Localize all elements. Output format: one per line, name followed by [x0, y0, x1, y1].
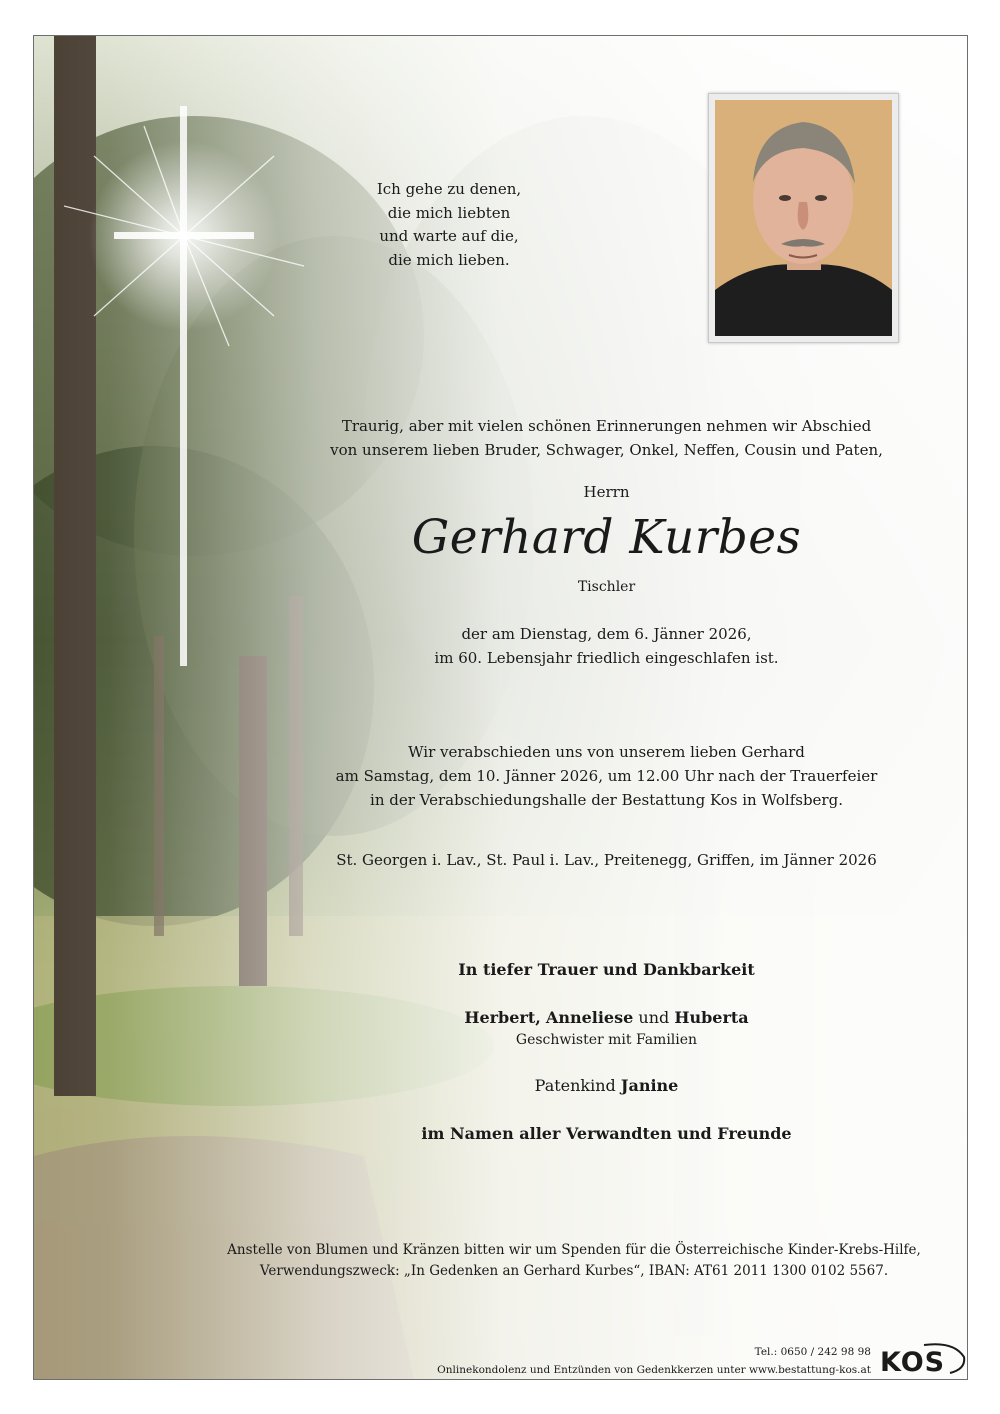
poem-line: die mich lieben. — [388, 250, 510, 269]
farewell-line: am Samstag, dem 10. Jänner 2026, um 12.00 Uhr nach der Trauerfeier — [335, 767, 878, 785]
godchild-name: Janine — [620, 1076, 679, 1095]
salutation: Herrn — [583, 483, 630, 501]
intro-line: Traurig, aber mit vielen schönen Erinnerungen nehmen wir Abschied — [341, 417, 872, 435]
farewell-line: in der Verabschiedungshalle der Bestattung Kos in Wolfsberg. — [370, 791, 843, 809]
siblings-role: Geschwister mit Familien — [515, 1032, 698, 1048]
portrait-photo — [715, 100, 892, 336]
poem-line: und warte auf die, — [379, 227, 519, 245]
death-notice — [274, 622, 939, 670]
donation-line: Verwendungszweck: „In Gedenken an Gerhard Kurbes“, IBAN: AT61 2011 1300 0102 5567. — [259, 1263, 889, 1279]
poem-line: die mich liebten — [387, 203, 511, 222]
sibling-name: Herbert, — [464, 1008, 541, 1027]
intro-text — [274, 414, 939, 462]
funeral-home-phone: Tel.: 0650 / 242 98 98 — [754, 1346, 871, 1358]
siblings-names — [274, 1008, 939, 1027]
all-relatives: im Namen aller Verwandten und Freunde — [421, 1124, 792, 1143]
donation-request — [204, 1240, 944, 1282]
online-condolence-link[interactable]: Onlinekondolenz und Entzünden von Gedenkkerzen unter www.bestattung-kos.at — [437, 1364, 871, 1376]
poem-line: Ich gehe zu denen, — [376, 180, 522, 198]
death-line: im 60. Lebensjahr friedlich eingeschlafen ist. — [434, 649, 779, 667]
deceased-name: Gerhard Kurbes — [411, 510, 802, 565]
conjunction: und — [638, 1008, 670, 1027]
intro-line: von unserem lieben Bruder, Schwager, Onkel, Neffen, Cousin und Paten, — [330, 441, 883, 459]
mourners-heading: In tiefer Trauer und Dankbarkeit — [458, 960, 755, 979]
donation-line: Anstelle von Blumen und Kränzen bitten wir um Spenden für die Österreichische Kinder-Krebs-Hilfe, — [227, 1242, 921, 1258]
farewell-line: Wir verabschieden uns von unserem lieben Gerhard — [408, 743, 805, 761]
logo-text: KOS — [880, 1347, 946, 1378]
godchild — [274, 1076, 939, 1095]
obituary-card — [33, 35, 968, 1380]
farewell-notice — [274, 740, 939, 812]
portrait-photo-frame — [708, 93, 899, 343]
sibling-name: Huberta — [674, 1008, 749, 1027]
place-and-date: St. Georgen i. Lav., St. Paul i. Lav., Preitenegg, Griffen, im Jänner 2026 — [336, 851, 877, 869]
poem — [334, 178, 564, 272]
godchild-label: Patenkind — [534, 1076, 616, 1095]
sibling-name: Anneliese — [545, 1008, 634, 1027]
death-line: der am Dienstag, dem 6. Jänner 2026, — [461, 625, 752, 643]
profession: Tischler — [577, 579, 636, 595]
kos-logo — [880, 1339, 966, 1379]
